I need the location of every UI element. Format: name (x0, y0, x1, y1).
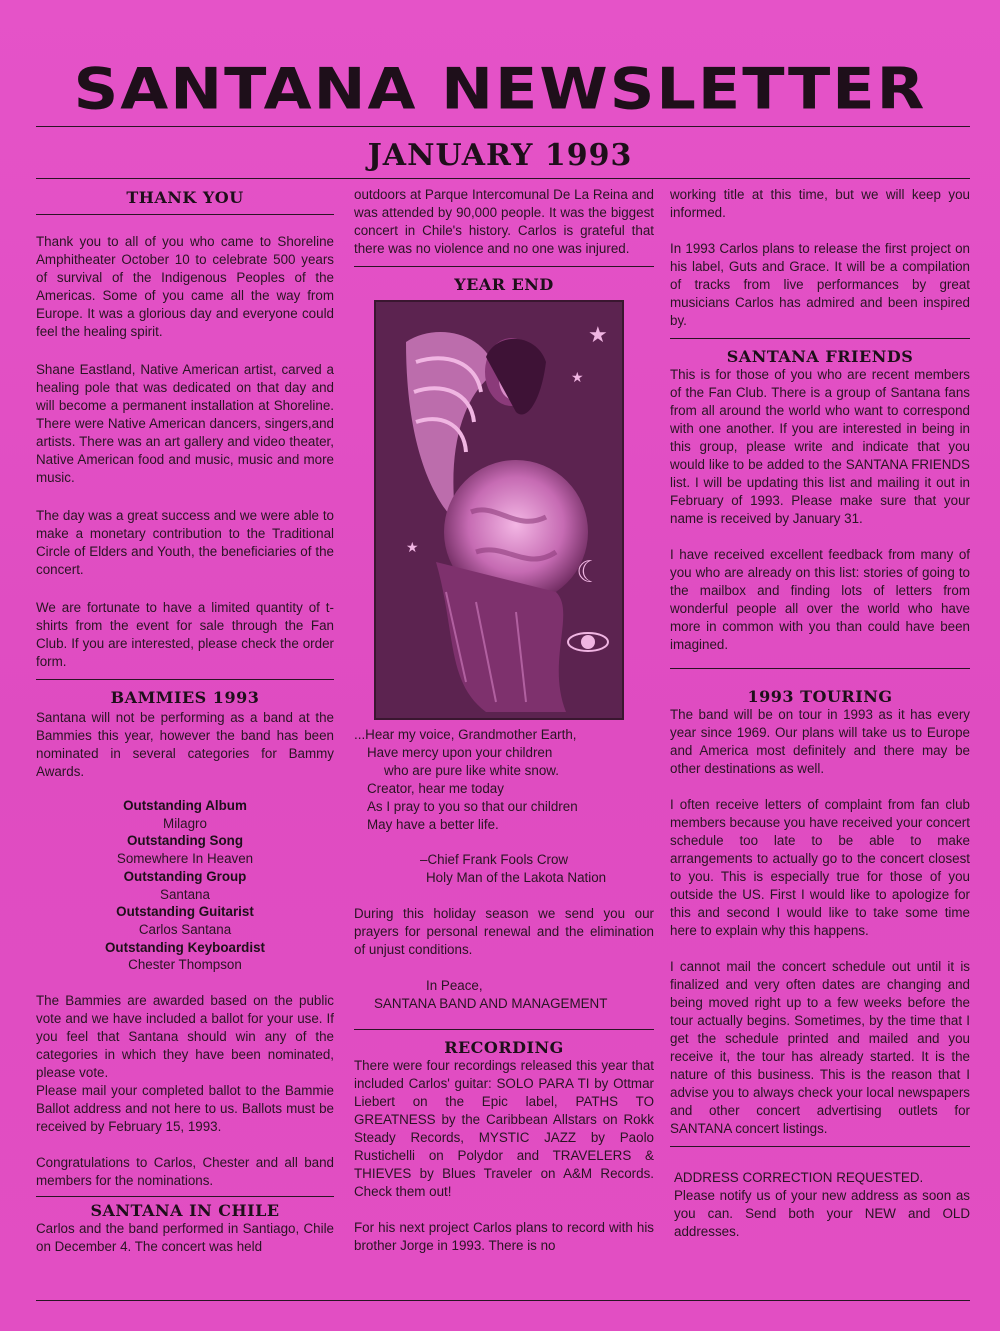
award-nominee: Milagro (163, 815, 207, 831)
section-divider (36, 1196, 334, 1197)
bammies-intro: Santana will not be performing as a band at the Bammies this year, however the band has been nominated in several categories for Bammy Awards. (36, 710, 334, 779)
touring-paragraph: I cannot mail the concert schedule out until it is finalized and very often dates are changing and being moved right up to a few weeks before the tour actually begins. Sometimes, by the time that I get the schedule printed and mailed and you receive it, the tour has already started. It is the nature of this business. This is the reason that I advise you to always check your local newspapers and other concert advertising outlets for SANTANA concert listings. (670, 959, 970, 1136)
recording-paragraph: There were four recordings released this year that included Carlos' guitar: SOLO PARA TI by Ottmar Liebert on the Epic label, PATHS TO GREATNESS by the Caribbean Allstars on Rokk Steady Records, MYSTIC JAZZ by Paolo Rustichelli on Polydor and TRAVELERS & THIEVES by Blues Traveler on A&M Records. Check them out! (354, 1058, 654, 1199)
poem-line: May have a better life. (367, 817, 499, 832)
chile-paragraph: Carlos and the band performed in Santiago, Chile on December 4. The concert was held (36, 1221, 334, 1255)
recording-paragraph-continued: working title at this time, but we will keep you informed. (670, 187, 970, 220)
award-category: Outstanding Song (126, 833, 244, 849)
bammies-paragraph: Congratulations to Carlos, Chester and all band members for the nominations. (36, 1155, 334, 1189)
angel-illustration (374, 300, 624, 720)
svg-text:★: ★ (588, 323, 608, 348)
poem-line: ...Hear my voice, Grandmother Earth, (354, 727, 577, 742)
chile-heading: SANTANA IN CHILE (90, 1201, 280, 1221)
column-3 (670, 180, 970, 1241)
closing-line: In Peace, (426, 978, 483, 993)
chile-paragraph-continued: outdoors at Parque Intercomunal De La Reina and was attended by 90,000 people. It was the biggest concert in Chile's history. Carlos is grateful that there was no violence and no one was injured. (354, 187, 654, 256)
svg-text:★: ★ (571, 370, 584, 386)
footer-rule (36, 1300, 970, 1301)
issue-date: JANUARY 1993 (367, 138, 633, 173)
poem-line: As I pray to you so that our children (367, 799, 578, 814)
friends-paragraph: I have received excellent feedback from many of you who are already on this list: stories of going to the mailbox and finding lots of letters from wonderful people all over the world who have more in common with you than could have been imagined. (670, 547, 970, 652)
masthead-title: SANTANA NEWSLETTER (73, 54, 927, 123)
address-body: Please notify us of your new address as soon as you can. Send both your NEW and OLD addresses. (674, 1188, 970, 1239)
section-divider (670, 338, 970, 339)
recording-paragraph: In 1993 Carlos plans to release the first project on his label, Guts and Grace. It will be a compilation of tracks from live performances by great musicians Carlos has admired and been inspired by. (670, 241, 970, 328)
award-nominee: Somewhere In Heaven (116, 851, 254, 867)
award-nominee: Santana (160, 886, 210, 902)
section-divider (354, 1029, 654, 1030)
touring-paragraph: The band will be on tour in 1993 as it has every year since 1969. Our plans will take us to Europe and America most definitely and there may be other destinations as well. (670, 707, 970, 776)
poem-attribution: Holy Man of the Lakota Nation (426, 870, 607, 885)
poem-line: who are pure like white snow. (384, 763, 559, 778)
section-divider (36, 679, 334, 680)
column-1 (36, 180, 334, 1256)
section-divider (670, 668, 970, 669)
friends-paragraph: This is for those of you who are recent members of the Fan Club. There is a group of Santana fans from all around the world who want to correspond with one another. If you are interested in being in this group, please write and indicate that you would like to be added to the SANTANA FRIENDS list. I will be updating this list and mailing it out in February of 1993. Please make sure that your name is received by January 31. (670, 367, 970, 526)
thank-you-heading: THANK YOU (126, 188, 244, 207)
address-title: ADDRESS CORRECTION REQUESTED. (674, 1170, 924, 1185)
recording-heading: RECORDING (444, 1038, 564, 1057)
touring-heading: 1993 TOURING (747, 687, 893, 706)
thank-you-paragraph: We are fortunate to have a limited quantity of t-shirts from the event for sale through the Fan Club. If you are interested, please check the order form. (36, 600, 334, 669)
bammies-paragraph: Please mail your completed ballot to the Bammie Ballot address and not here to us. Ballots must be received by February 15, 1993. (36, 1083, 334, 1135)
year-end-heading: YEAR END (454, 275, 554, 294)
thank-you-paragraph: Thank you to all of you who came to Shoreline Amphitheater October 10 to celebrate 500 years of survival of the Indigenous Peoples of the Americas. Some of you came all the way from Europe. It was a glorious day and everyone could feel the healing spirit. (36, 234, 334, 339)
poem-line: Creator, hear me today (367, 781, 504, 796)
award-category: Outstanding Group (123, 868, 247, 884)
awards-list (36, 797, 334, 974)
section-divider (670, 1146, 970, 1147)
angel-earth-icon (376, 302, 622, 718)
year-end-paragraph: During this holiday season we send you our prayers for personal renewal and the elimination of unjust conditions. (354, 906, 654, 957)
award-category: Outstanding Album (123, 798, 247, 813)
touring-paragraph: I often receive letters of complaint from fan club members because you have received your concert schedule too late to be able to make arrangements to actually go to the concert closest to you. This is especially true for those of you outside the US. First I would like to apologize for this and second I would like to take some time here to explain why this happens. (670, 797, 970, 938)
poem-line: Have mercy upon your children (367, 745, 553, 760)
award-category: Outstanding Guitarist (116, 904, 254, 920)
poem-attribution: –Chief Frank Fools Crow (420, 852, 569, 867)
poem (354, 726, 654, 887)
bammies-heading: BAMMIES 1993 (110, 688, 260, 707)
thank-you-paragraph: Shane Eastland, Native American artist, carved a healing pole that was dedicated on that day and will become a permanent installation at Shoreline. There were Native American dancers, singers,and artists. There was an art gallery and video theater, Native American food and music, music and more music. (36, 362, 334, 485)
award-nominee: Chester Thompson (128, 957, 242, 973)
svg-text:☾: ☾ (576, 555, 603, 590)
svg-text:★: ★ (406, 540, 419, 556)
section-divider (36, 214, 334, 215)
section-divider (354, 266, 654, 267)
bammies-paragraph: The Bammies are awarded based on the public vote and we have included a ballot for your use. If you feel that Santana should win any of the categories in which they have been nominated, please vote. (36, 993, 334, 1081)
issue-rule (36, 178, 970, 179)
recording-paragraph: For his next project Carlos plans to record with his brother Jorge in 1993. There is no (354, 1220, 654, 1253)
award-nominee: Carlos Santana (138, 921, 232, 937)
friends-heading: SANTANA FRIENDS (726, 347, 914, 366)
thank-you-paragraph: The day was a great success and we were able to make a monetary contribution to the Traditional Circle of Elders and Youth, the beneficiaries of the concert. (36, 508, 334, 577)
masthead-rule (36, 126, 970, 127)
award-category: Outstanding Keyboardist (105, 939, 265, 955)
column-2 (354, 180, 654, 1255)
closing-signature: SANTANA BAND AND MANAGEMENT (374, 996, 608, 1011)
